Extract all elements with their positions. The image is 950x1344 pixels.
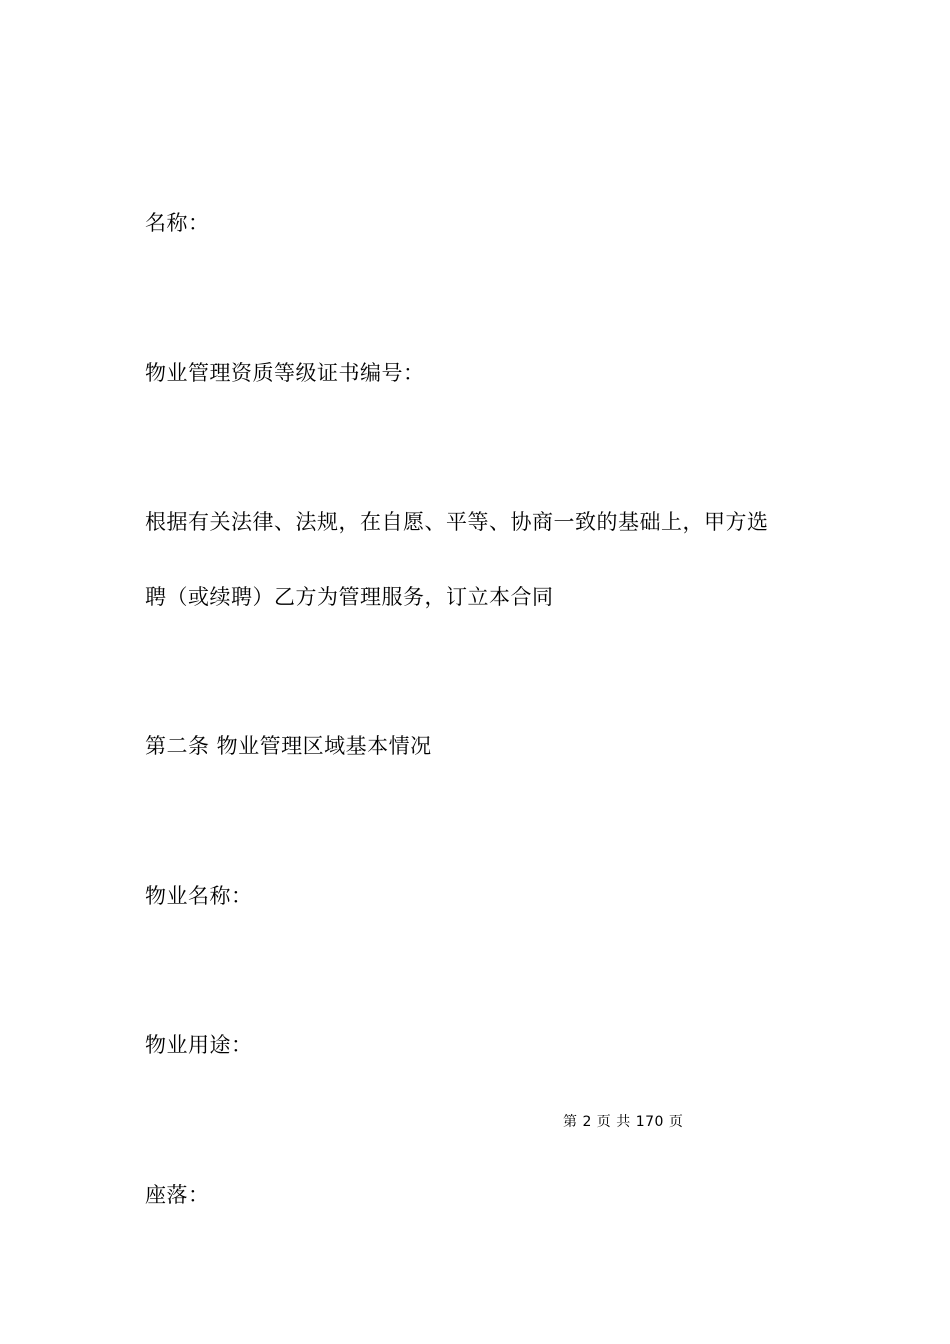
qualification-cert-number-label: 物业管理资质等级证书编号： [145, 361, 425, 385]
property-name-label: 物业名称： [145, 884, 253, 908]
name-field-label: 名称： [145, 211, 210, 235]
section-heading-article-2: 第二条 物业管理区域基本情况 [145, 734, 432, 758]
paragraph-line-1: 根据有关法律、法规，在自愿、平等、协商一致的基础上，甲方选 [145, 510, 769, 534]
paragraph-line-2: 聘（或续聘）乙方为管理服务，订立本合同 [145, 585, 554, 609]
location-label: 座落： [145, 1183, 210, 1207]
page-number-footer: 第 2 页 共 170 页 [563, 1114, 684, 1130]
property-use-label: 物业用途： [145, 1033, 253, 1057]
